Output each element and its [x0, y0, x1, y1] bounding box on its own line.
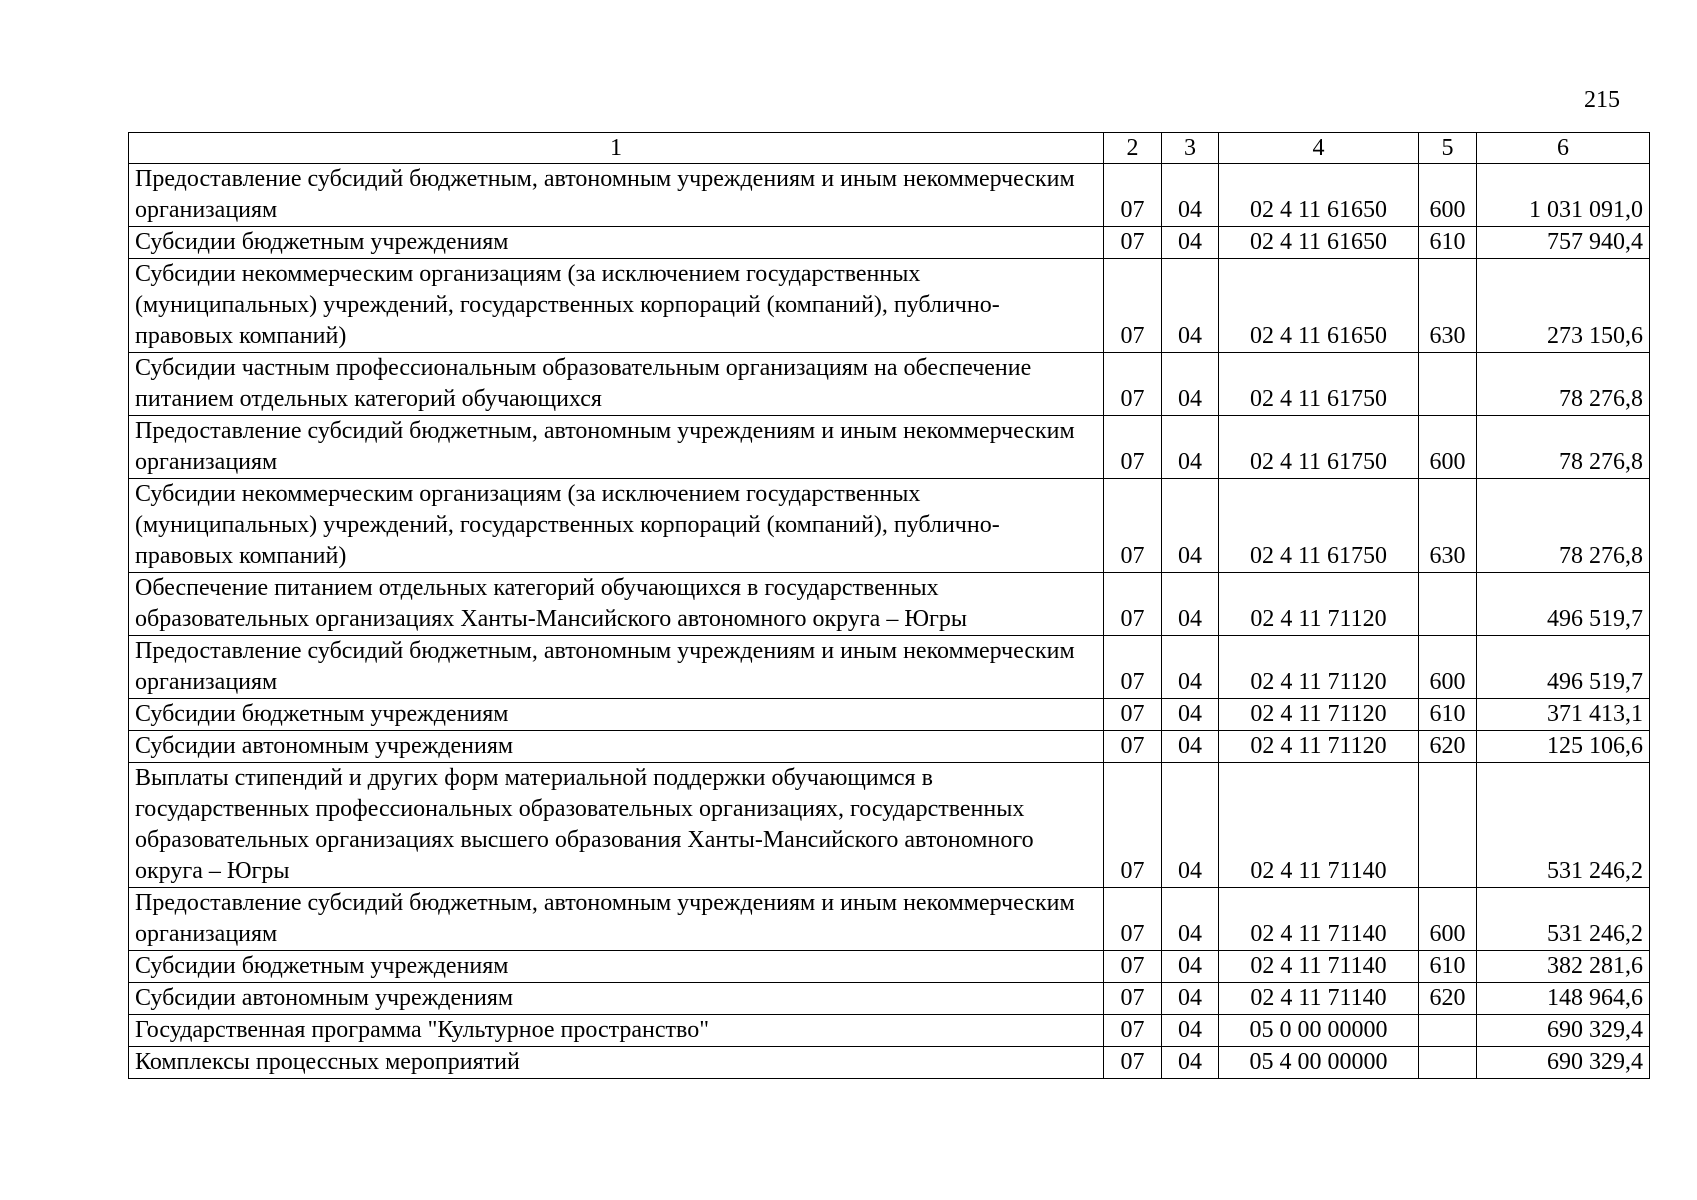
row-subsection-cell: 04: [1162, 164, 1219, 227]
row-section-cell: 07: [1104, 763, 1162, 888]
row-name-cell: Предоставление субсидий бюджетным, автономным учреждениям и иным некоммерческим организациям: [129, 164, 1104, 227]
header-cell-amount: 6: [1477, 133, 1650, 164]
row-amount-cell: 690 329,4: [1477, 1015, 1650, 1047]
row-amount-cell: 531 246,2: [1477, 763, 1650, 888]
row-target-article-cell: 02 4 11 61750: [1219, 416, 1419, 479]
row-expense-type-cell: 600: [1419, 888, 1477, 951]
row-target-article-cell: 02 4 11 71120: [1219, 699, 1419, 731]
row-amount-cell: 382 281,6: [1477, 951, 1650, 983]
row-expense-type-cell: 610: [1419, 951, 1477, 983]
row-subsection-cell: 04: [1162, 573, 1219, 636]
row-expense-type-cell: 600: [1419, 164, 1477, 227]
row-section-cell: 07: [1104, 636, 1162, 699]
row-name-cell: Выплаты стипендий и других форм материальной поддержки обучающимся в государственных профессиональных образовательных организациях, государственных образовательных организациях высшего образования Ханты-Мансийского автономного округа – Югры: [129, 763, 1104, 888]
row-section-cell: 07: [1104, 573, 1162, 636]
row-subsection-cell: 04: [1162, 763, 1219, 888]
table-row: [129, 888, 1650, 951]
row-section-cell: 07: [1104, 699, 1162, 731]
row-name-cell: Субсидии бюджетным учреждениям: [129, 951, 1104, 983]
row-target-article-cell: 02 4 11 71120: [1219, 636, 1419, 699]
header-row: [129, 133, 1650, 164]
table-row: [129, 227, 1650, 259]
row-subsection-cell: 04: [1162, 479, 1219, 573]
row-amount-cell: 371 413,1: [1477, 699, 1650, 731]
row-subsection-cell: 04: [1162, 1015, 1219, 1047]
row-name-cell: Субсидии некоммерческим организациям (за исключением государственных (муниципальных) учреждений, государственных корпораций (компаний), публично-правовых компаний): [129, 259, 1104, 353]
row-subsection-cell: 04: [1162, 353, 1219, 416]
row-expense-type-cell: 630: [1419, 479, 1477, 573]
row-section-cell: 07: [1104, 951, 1162, 983]
row-expense-type-cell: 610: [1419, 227, 1477, 259]
row-name-cell: Субсидии бюджетным учреждениям: [129, 699, 1104, 731]
row-subsection-cell: 04: [1162, 699, 1219, 731]
row-section-cell: 07: [1104, 259, 1162, 353]
row-section-cell: 07: [1104, 1047, 1162, 1079]
table-row: [129, 699, 1650, 731]
table-row: [129, 731, 1650, 763]
row-subsection-cell: 04: [1162, 1047, 1219, 1079]
row-subsection-cell: 04: [1162, 951, 1219, 983]
table-row: [129, 763, 1650, 888]
row-amount-cell: 757 940,4: [1477, 227, 1650, 259]
row-target-article-cell: 02 4 11 71140: [1219, 983, 1419, 1015]
table-row: [129, 1047, 1650, 1079]
row-amount-cell: 125 106,6: [1477, 731, 1650, 763]
row-subsection-cell: 04: [1162, 259, 1219, 353]
row-expense-type-cell: [1419, 1047, 1477, 1079]
table-row: [129, 983, 1650, 1015]
row-name-cell: Предоставление субсидий бюджетным, автономным учреждениям и иным некоммерческим организациям: [129, 416, 1104, 479]
row-subsection-cell: 04: [1162, 888, 1219, 951]
row-target-article-cell: 02 4 11 61750: [1219, 353, 1419, 416]
table-row: [129, 479, 1650, 573]
row-subsection-cell: 04: [1162, 636, 1219, 699]
table-row: [129, 416, 1650, 479]
row-expense-type-cell: 620: [1419, 983, 1477, 1015]
row-target-article-cell: 05 4 00 00000: [1219, 1047, 1419, 1079]
row-amount-cell: 78 276,8: [1477, 479, 1650, 573]
row-expense-type-cell: [1419, 573, 1477, 636]
budget-table: [128, 132, 1650, 1079]
row-target-article-cell: 02 4 11 71140: [1219, 763, 1419, 888]
row-section-cell: 07: [1104, 888, 1162, 951]
row-name-cell: Субсидии автономным учреждениям: [129, 731, 1104, 763]
row-name-cell: Комплексы процессных мероприятий: [129, 1047, 1104, 1079]
row-section-cell: 07: [1104, 353, 1162, 416]
table-row: [129, 1015, 1650, 1047]
table-row: [129, 164, 1650, 227]
row-target-article-cell: 02 4 11 71120: [1219, 731, 1419, 763]
row-target-article-cell: 02 4 11 71120: [1219, 573, 1419, 636]
row-section-cell: 07: [1104, 227, 1162, 259]
row-target-article-cell: 05 0 00 00000: [1219, 1015, 1419, 1047]
row-name-cell: Предоставление субсидий бюджетным, автономным учреждениям и иным некоммерческим организациям: [129, 636, 1104, 699]
page-number: 215: [1584, 87, 1620, 113]
row-target-article-cell: 02 4 11 61650: [1219, 227, 1419, 259]
row-amount-cell: 690 329,4: [1477, 1047, 1650, 1079]
row-section-cell: 07: [1104, 479, 1162, 573]
row-amount-cell: 148 964,6: [1477, 983, 1650, 1015]
row-section-cell: 07: [1104, 416, 1162, 479]
table-row: [129, 951, 1650, 983]
row-subsection-cell: 04: [1162, 227, 1219, 259]
table-row: [129, 259, 1650, 353]
row-name-cell: Субсидии бюджетным учреждениям: [129, 227, 1104, 259]
row-target-article-cell: 02 4 11 61650: [1219, 164, 1419, 227]
row-expense-type-cell: [1419, 353, 1477, 416]
row-subsection-cell: 04: [1162, 416, 1219, 479]
header-cell-expense-type: 5: [1419, 133, 1477, 164]
row-expense-type-cell: 630: [1419, 259, 1477, 353]
row-amount-cell: 531 246,2: [1477, 888, 1650, 951]
row-amount-cell: 78 276,8: [1477, 416, 1650, 479]
row-expense-type-cell: [1419, 763, 1477, 888]
header-cell-subsection: 3: [1162, 133, 1219, 164]
row-section-cell: 07: [1104, 983, 1162, 1015]
row-expense-type-cell: 600: [1419, 416, 1477, 479]
row-section-cell: 07: [1104, 164, 1162, 227]
row-target-article-cell: 02 4 11 71140: [1219, 888, 1419, 951]
row-amount-cell: 496 519,7: [1477, 636, 1650, 699]
row-amount-cell: 273 150,6: [1477, 259, 1650, 353]
row-expense-type-cell: 620: [1419, 731, 1477, 763]
row-section-cell: 07: [1104, 731, 1162, 763]
row-name-cell: Предоставление субсидий бюджетным, автономным учреждениям и иным некоммерческим организациям: [129, 888, 1104, 951]
row-target-article-cell: 02 4 11 61750: [1219, 479, 1419, 573]
header-cell-name: 1: [129, 133, 1104, 164]
row-name-cell: Субсидии автономным учреждениям: [129, 983, 1104, 1015]
table-row: [129, 573, 1650, 636]
row-subsection-cell: 04: [1162, 731, 1219, 763]
row-subsection-cell: 04: [1162, 983, 1219, 1015]
row-expense-type-cell: [1419, 1015, 1477, 1047]
row-amount-cell: 496 519,7: [1477, 573, 1650, 636]
header-cell-target-article: 4: [1219, 133, 1419, 164]
row-expense-type-cell: 610: [1419, 699, 1477, 731]
header-cell-section: 2: [1104, 133, 1162, 164]
row-name-cell: Субсидии некоммерческим организациям (за исключением государственных (муниципальных) учреждений, государственных корпораций (компаний), публично-правовых компаний): [129, 479, 1104, 573]
row-target-article-cell: 02 4 11 61650: [1219, 259, 1419, 353]
row-amount-cell: 78 276,8: [1477, 353, 1650, 416]
table-row: [129, 353, 1650, 416]
row-name-cell: Субсидии частным профессиональным образовательным организациям на обеспечение питанием отдельных категорий обучающихся: [129, 353, 1104, 416]
row-expense-type-cell: 600: [1419, 636, 1477, 699]
table-row: [129, 636, 1650, 699]
row-amount-cell: 1 031 091,0: [1477, 164, 1650, 227]
row-section-cell: 07: [1104, 1015, 1162, 1047]
row-name-cell: Обеспечение питанием отдельных категорий обучающихся в государственных образовательных организациях Ханты-Мансийского автономного округа – Югры: [129, 573, 1104, 636]
row-target-article-cell: 02 4 11 71140: [1219, 951, 1419, 983]
row-name-cell: Государственная программа "Культурное пространство": [129, 1015, 1104, 1047]
